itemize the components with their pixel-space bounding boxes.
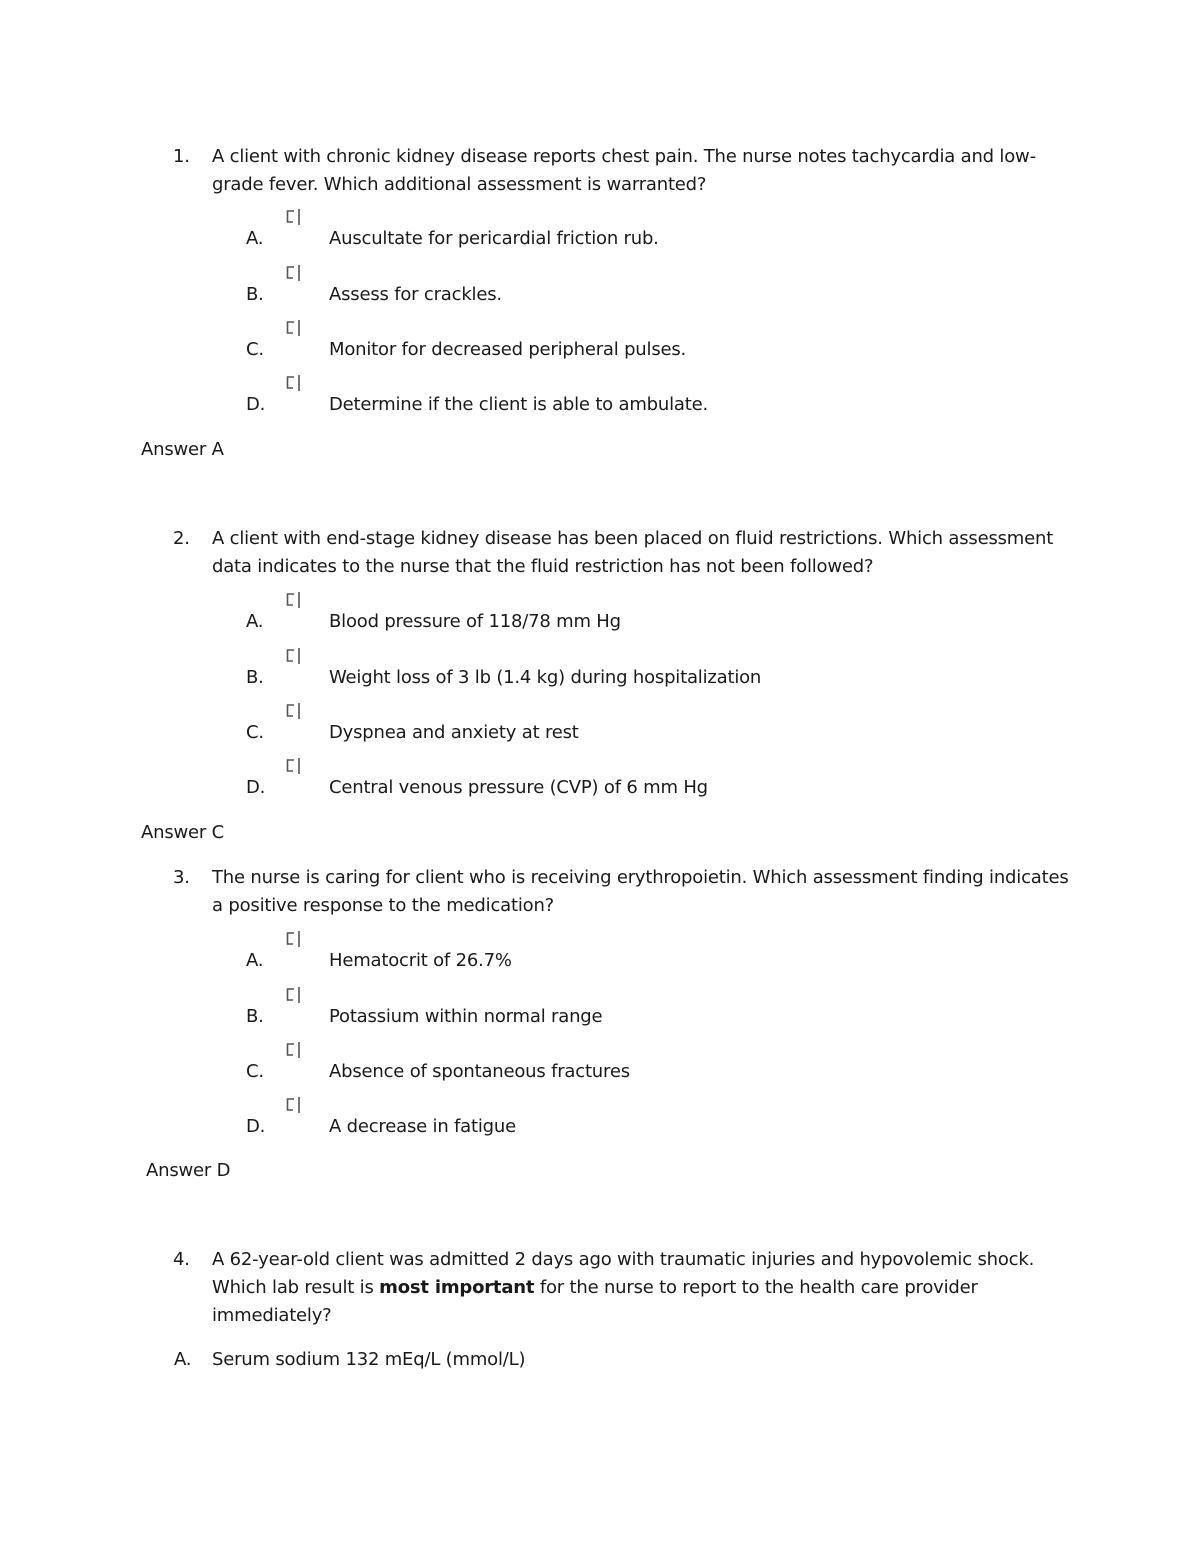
option-text: Absence of spontaneous fractures <box>329 1061 630 1082</box>
option-letter: C. <box>246 722 264 743</box>
option-text: Determine if the client is able to ambulate. <box>329 394 708 415</box>
option-2a <box>0 605 1200 635</box>
question-text: The nurse is caring for client who is receiving erythropoietin. Which assessment finding indicates a positive response to the medication? <box>212 867 1069 916</box>
question-text-after: for the nurse to report to the health care provider immediately? <box>212 1277 978 1326</box>
option-1a <box>0 222 1200 252</box>
option-letter: A. <box>246 228 264 249</box>
option-2c <box>0 716 1200 746</box>
option-text: Hematocrit of 26.7% <box>329 950 512 971</box>
option-letter: B. <box>246 1006 264 1027</box>
option-text: Blood pressure of 118/78 mm Hg <box>329 611 621 632</box>
option-text: Assess for crackles. <box>329 284 502 305</box>
option-letter: D. <box>246 394 266 415</box>
checkbox-icon[interactable] <box>285 319 307 339</box>
option-letter: D. <box>246 777 266 798</box>
option-letter: A. <box>174 1349 192 1370</box>
option-3d <box>0 1110 1200 1140</box>
question-text: A client with chronic kidney disease reports chest pain. The nurse notes tachycardia and low-grade fever. Which additional assessment is warranted? <box>212 146 1036 195</box>
checkbox-icon[interactable] <box>285 986 307 1006</box>
option-3b <box>0 1000 1200 1030</box>
option-letter: C. <box>246 339 264 360</box>
checkbox-icon[interactable] <box>285 374 307 394</box>
option-3a <box>0 944 1200 974</box>
option-1d <box>0 388 1200 418</box>
option-text: A decrease in fatigue <box>329 1116 516 1137</box>
option-text: Auscultate for pericardial friction rub. <box>329 228 659 249</box>
option-1b <box>0 278 1200 308</box>
option-text: Potassium within normal range <box>329 1006 603 1027</box>
question-number: 3. <box>173 867 190 888</box>
checkbox-icon[interactable] <box>285 930 307 950</box>
checkbox-icon[interactable] <box>285 647 307 667</box>
answer-1: Answer A <box>141 439 224 460</box>
option-text: Serum sodium 132 mEq/L (mmol/L) <box>212 1349 526 1370</box>
question-text: A client with end-stage kidney disease has been placed on fluid restrictions. Which assessment data indicates to the nurse that the fluid restriction has not been followed? <box>212 528 1054 577</box>
option-1c <box>0 333 1200 363</box>
question-text-before: A 62-year-old client was admitted 2 days ago with traumatic injuries and hypovolemic shock. Which lab result is <box>212 1249 1035 1298</box>
question-number: 1. <box>173 146 190 167</box>
option-2d <box>0 771 1200 801</box>
option-3c <box>0 1055 1200 1085</box>
checkbox-icon[interactable] <box>285 264 307 284</box>
answer-2: Answer C <box>141 822 224 843</box>
option-2b <box>0 661 1200 691</box>
option-letter: A. <box>246 950 264 971</box>
checkbox-icon[interactable] <box>285 1041 307 1061</box>
checkbox-icon[interactable] <box>285 757 307 777</box>
checkbox-icon[interactable] <box>285 591 307 611</box>
answer-3: Answer D <box>146 1160 231 1181</box>
option-letter: A. <box>246 611 264 632</box>
question-text <box>212 1246 1072 1330</box>
question-number: 4. <box>173 1249 190 1270</box>
option-letter: C. <box>246 1061 264 1082</box>
question-text-emphasis: most important <box>379 1277 535 1298</box>
option-text: Weight loss of 3 lb (1.4 kg) during hospitalization <box>329 667 762 688</box>
option-text: Central venous pressure (CVP) of 6 mm Hg <box>329 777 708 798</box>
option-letter: B. <box>246 667 264 688</box>
option-letter: B. <box>246 284 264 305</box>
option-text: Dyspnea and anxiety at rest <box>329 722 579 743</box>
checkbox-icon[interactable] <box>285 208 307 228</box>
checkbox-icon[interactable] <box>285 702 307 722</box>
checkbox-icon[interactable] <box>285 1096 307 1116</box>
question-number: 2. <box>173 528 190 549</box>
option-text: Monitor for decreased peripheral pulses. <box>329 339 687 360</box>
option-letter: D. <box>246 1116 266 1137</box>
